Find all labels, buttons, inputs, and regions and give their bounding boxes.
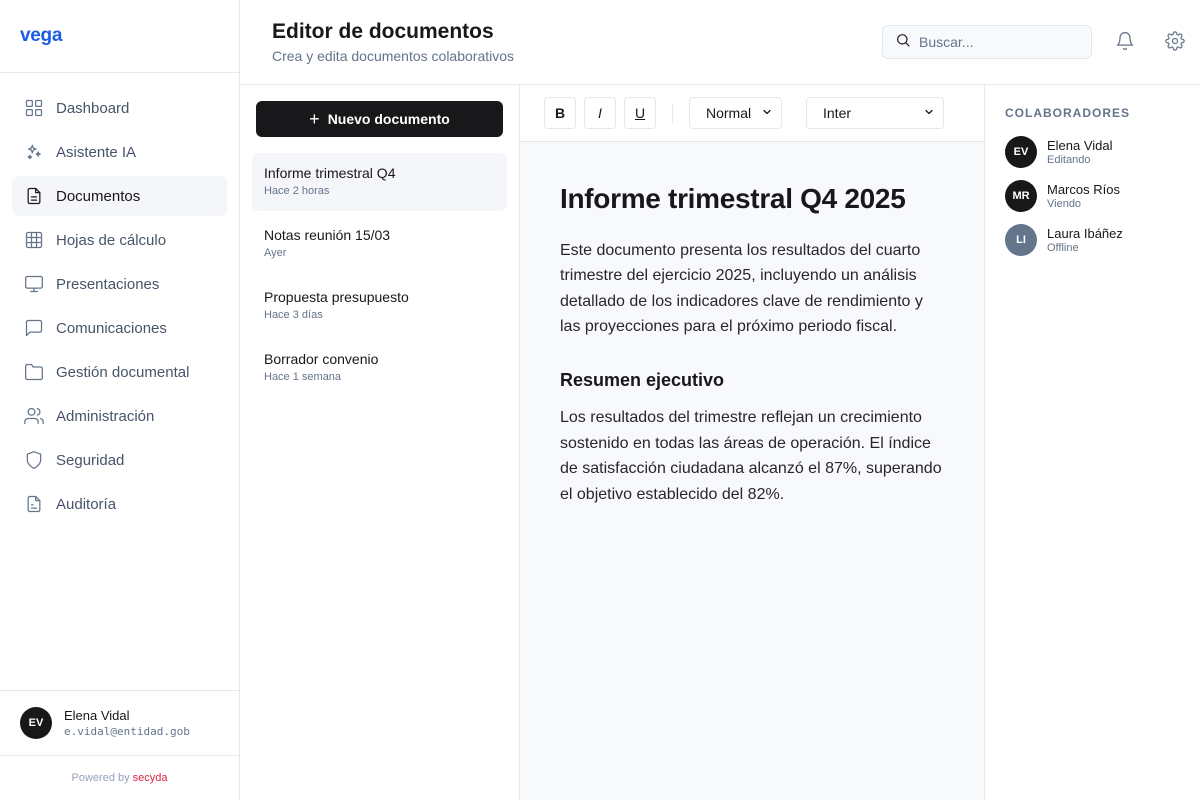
underline-button[interactable]: U — [624, 97, 656, 129]
document-content[interactable] — [520, 142, 984, 507]
message-icon — [24, 318, 44, 338]
document-time: Hace 3 días — [264, 309, 323, 321]
collaborator-name: Laura Ibáñez — [1047, 226, 1123, 241]
collaborator-status: Viendo — [1047, 198, 1082, 210]
page-title: Editor de documentos — [272, 20, 494, 43]
avatar: MR — [1005, 180, 1037, 212]
sidebar-item-auditoria[interactable] — [12, 484, 227, 524]
paragraph-style-select[interactable] — [689, 97, 782, 129]
collaborator-item[interactable] — [1005, 224, 1180, 256]
avatar: LI — [1005, 224, 1037, 256]
page-subtitle: Crea y edita documentos colaborativos — [272, 48, 515, 64]
current-user[interactable] — [0, 690, 239, 756]
bell-icon — [1115, 38, 1135, 55]
document-list-panel — [240, 85, 520, 800]
user-email: e.vidal@entidad.gob — [64, 725, 190, 738]
font-family-value: Inter — [823, 105, 852, 121]
sidebar-nav — [0, 73, 239, 524]
collaborator-item[interactable] — [1005, 180, 1180, 212]
powered-by — [0, 756, 239, 800]
users-icon — [24, 406, 44, 426]
collaborator-status: Offline — [1047, 242, 1079, 254]
bold-button[interactable]: B — [544, 97, 576, 129]
brand-logo[interactable]: vega — [20, 25, 63, 46]
document-time: Hace 1 semana — [264, 371, 342, 383]
sidebar-item-documentos[interactable] — [12, 176, 227, 216]
document-intro-paragraph: Este documento presenta los resultados del cuarto trimestre del ejercicio 2025, incluyendo un análisis detallado de los indicadores clave de rendimiento y las proyecciones para el próximo periodo fiscal. — [560, 241, 923, 336]
paragraph-style-value: Normal — [706, 105, 752, 121]
sidebar-item-comunicaciones[interactable] — [12, 308, 227, 348]
document-list-item[interactable] — [252, 215, 507, 273]
grid-icon — [24, 98, 44, 118]
sidebar-item-administracion[interactable] — [12, 396, 227, 436]
settings-button[interactable] — [1165, 31, 1185, 51]
avatar: EV — [20, 707, 52, 739]
document-section-paragraph: Los resultados del trimestre reflejan un crecimiento sostenido en todas las áreas de operación. El índice de satisfacción ciudadana alcanzó el 87%, superando el objetivo establecido del 82%. — [560, 408, 942, 503]
document-title: Notas reunión 15/03 — [264, 227, 391, 243]
document-title: Informe trimestral Q4 — [264, 165, 396, 181]
new-document-label: Nuevo documento — [327, 111, 450, 127]
sidebar-item-label: Administración — [56, 407, 155, 425]
collaborator-name: Marcos Ríos — [1047, 182, 1120, 197]
document-list-item[interactable] — [252, 153, 507, 211]
powered-by-prefix: Powered by — [71, 772, 130, 784]
sidebar-item-seguridad[interactable] — [12, 440, 227, 480]
file-text-icon — [24, 494, 44, 514]
new-document-button[interactable] — [256, 101, 503, 137]
sidebar — [0, 0, 240, 800]
sidebar-item-gestion-documental[interactable] — [12, 352, 227, 392]
chevron-down-icon — [761, 105, 773, 121]
brand-header — [0, 0, 239, 73]
sidebar-item-label: Seguridad — [56, 451, 125, 469]
sidebar-item-presentaciones[interactable] — [12, 264, 227, 304]
sidebar-item-dashboard[interactable] — [12, 88, 227, 128]
page-header — [240, 0, 1200, 85]
collaborators-list — [1005, 136, 1180, 256]
sidebar-item-label: Dashboard — [56, 99, 130, 117]
document-icon — [24, 186, 44, 206]
sparkles-icon — [24, 142, 44, 162]
document-list-item[interactable] — [252, 339, 507, 397]
sidebar-item-hojas-de-calculo[interactable] — [12, 220, 227, 260]
collaborator-name: Elena Vidal — [1047, 138, 1113, 153]
plus-icon: + — [309, 109, 320, 129]
collaborator-item[interactable] — [1005, 136, 1180, 168]
sidebar-item-label: Documentos — [56, 187, 141, 205]
toolbar-divider — [672, 103, 673, 123]
avatar: EV — [1005, 136, 1037, 168]
document-section-heading: Resumen ejecutivo — [560, 369, 725, 390]
sidebar-item-label: Comunicaciones — [56, 319, 167, 337]
search-icon — [895, 32, 911, 53]
document-time: Hace 2 horas — [264, 185, 330, 197]
gear-icon — [1165, 38, 1185, 55]
italic-button[interactable]: I — [584, 97, 616, 129]
sidebar-item-label: Auditoría — [56, 495, 117, 513]
user-name: Elena Vidal — [64, 708, 130, 723]
monitor-icon — [24, 274, 44, 294]
editor-toolbar — [520, 85, 984, 142]
collaborator-status: Editando — [1047, 154, 1091, 166]
notifications-button[interactable] — [1115, 31, 1135, 51]
collaborators-panel — [985, 85, 1200, 800]
font-family-select[interactable] — [806, 97, 944, 129]
document-heading: Informe trimestral Q4 2025 — [560, 183, 906, 214]
sidebar-item-label: Gestión documental — [56, 363, 190, 381]
sidebar-item-asistente-ia[interactable] — [12, 132, 227, 172]
folder-icon — [24, 362, 44, 382]
sidebar-item-label: Hojas de cálculo — [56, 231, 167, 249]
chevron-down-icon — [923, 105, 935, 121]
document-list — [252, 153, 507, 397]
powered-by-brand[interactable]: secyda — [132, 772, 168, 784]
search-input[interactable] — [919, 34, 1079, 50]
sidebar-item-label: Asistente IA — [56, 143, 137, 161]
table-icon — [24, 230, 44, 250]
editor-panel — [520, 85, 985, 800]
document-list-item[interactable] — [252, 277, 507, 335]
document-title: Propuesta presupuesto — [264, 289, 409, 305]
collaborators-title: COLABORADORES — [1005, 106, 1131, 120]
shield-icon — [24, 450, 44, 470]
document-title: Borrador convenio — [264, 351, 379, 367]
search-box[interactable] — [882, 25, 1092, 59]
document-time: Ayer — [264, 247, 287, 259]
sidebar-item-label: Presentaciones — [56, 275, 160, 293]
